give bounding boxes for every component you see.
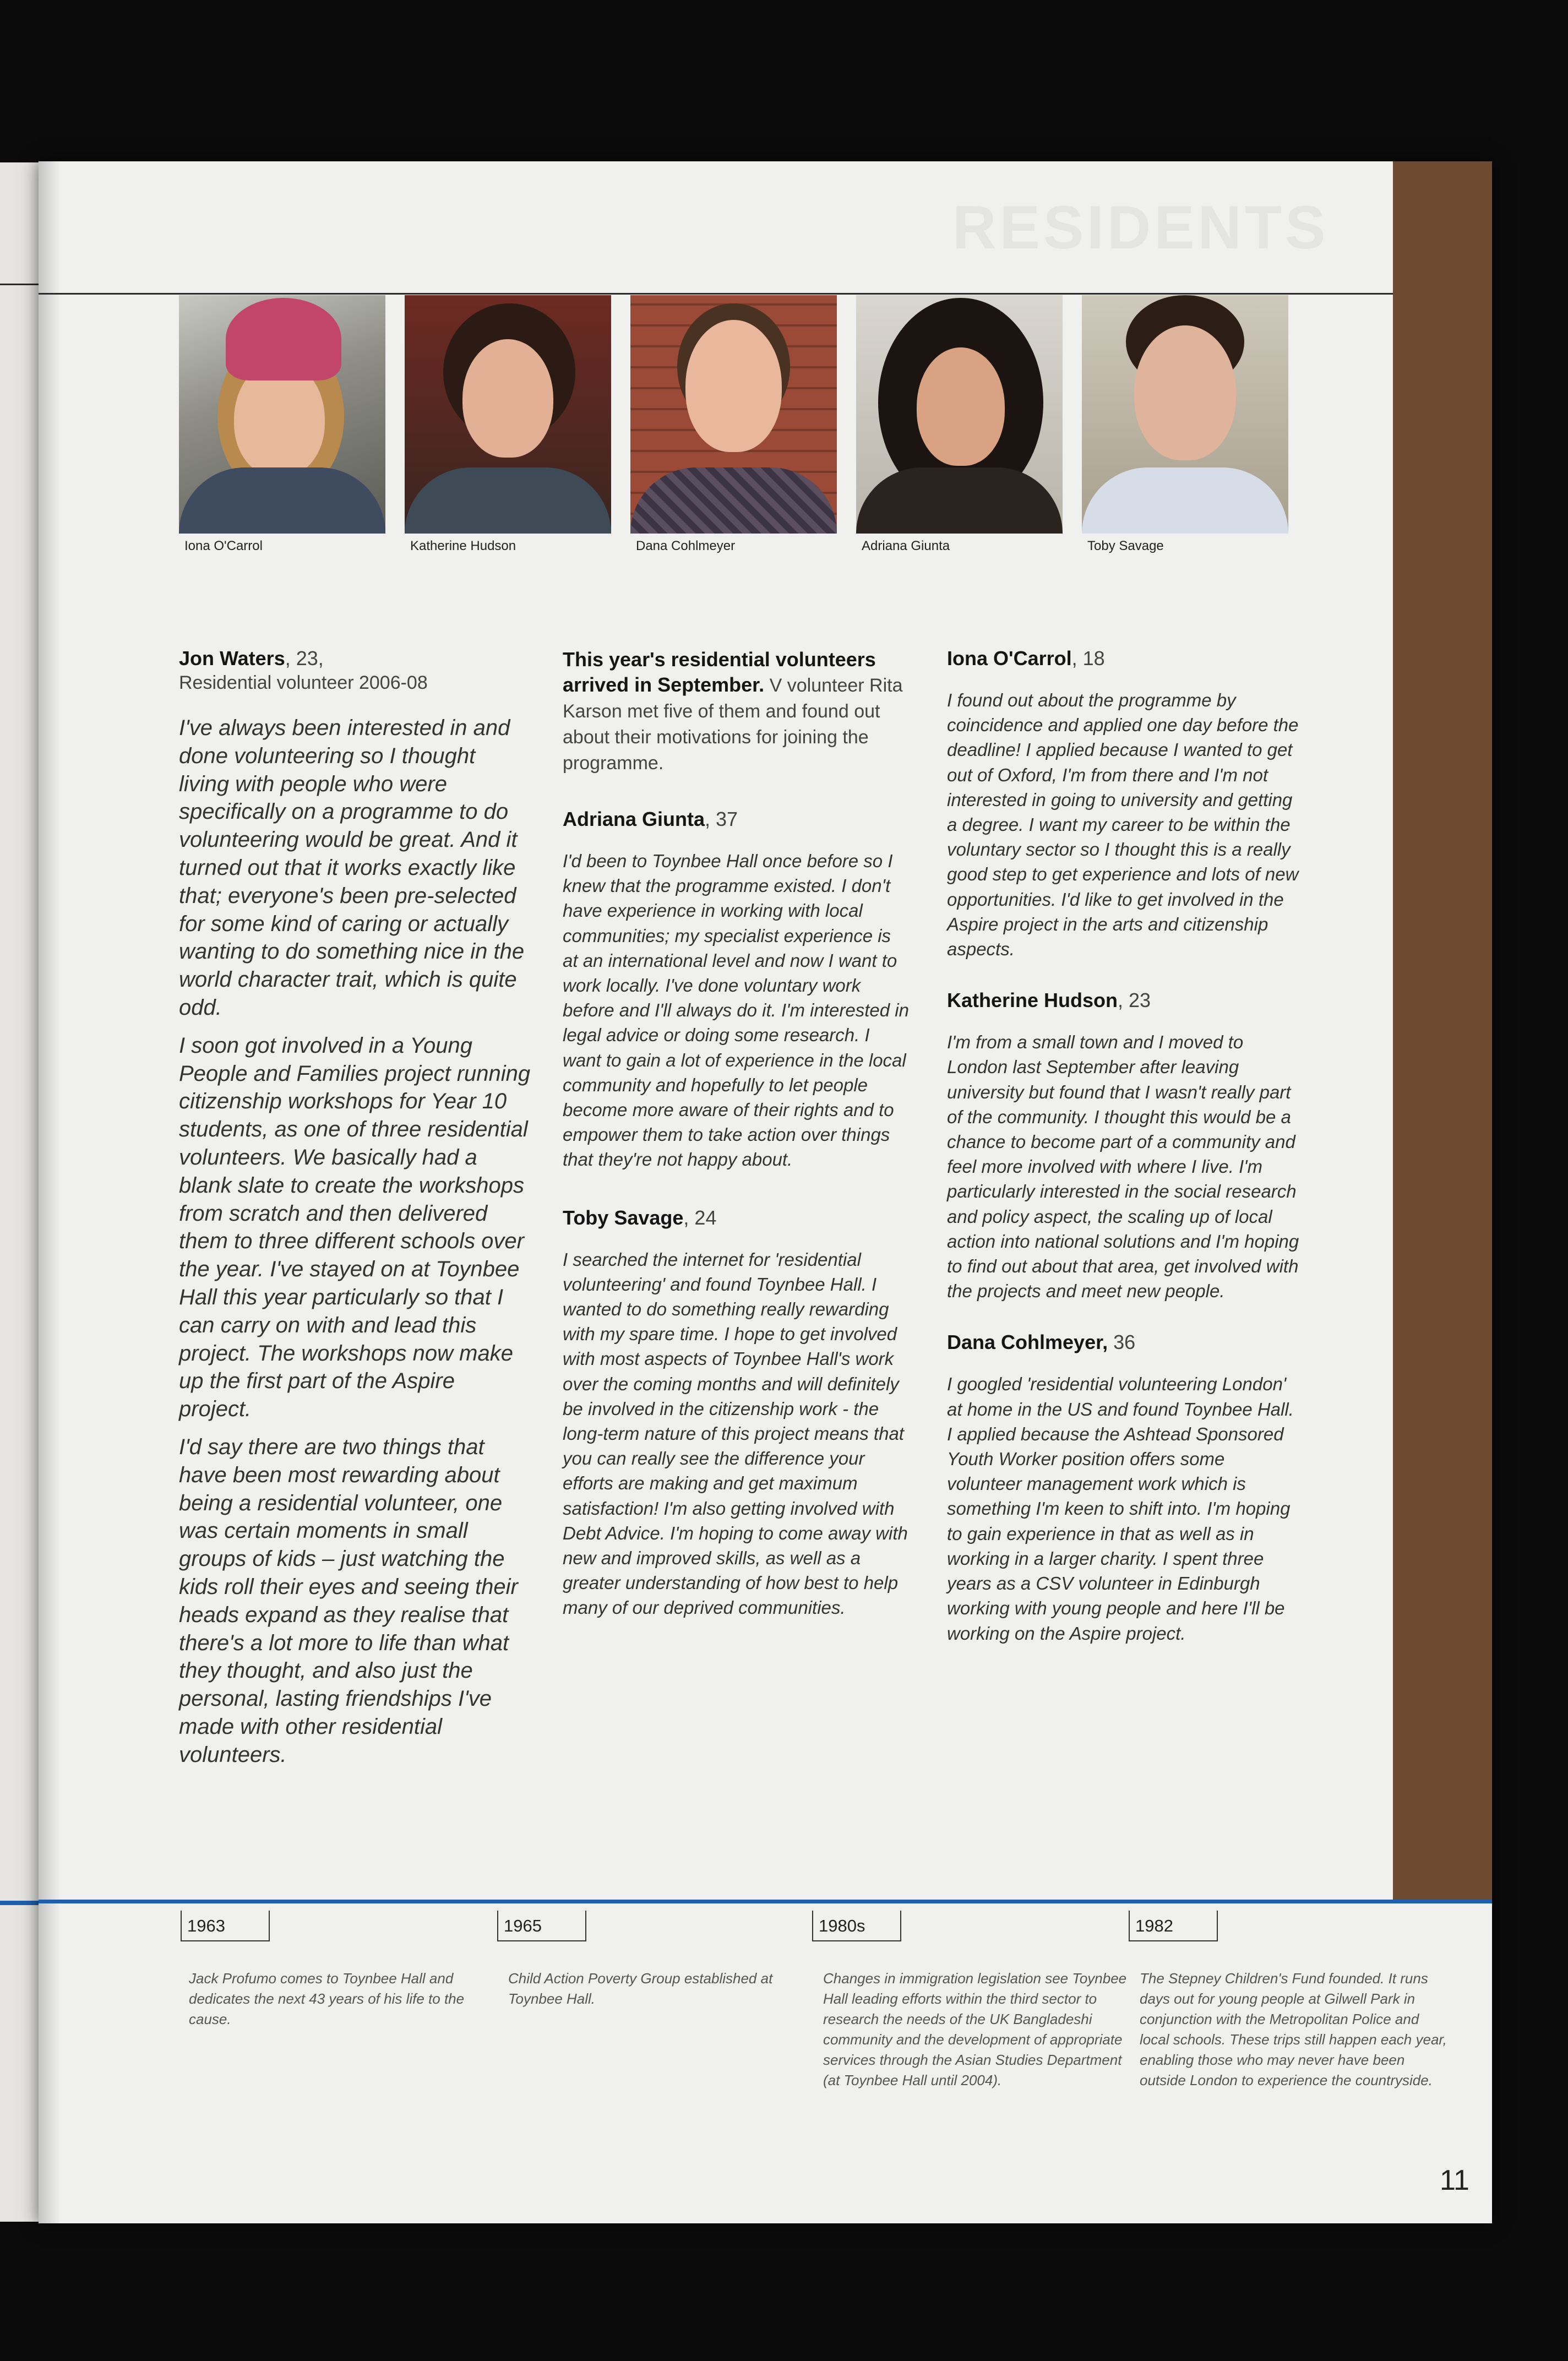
adriana-name: Adriana Giunta [563,808,705,830]
intro-bold: This year's residential volunteers arrived in September. [563,648,876,696]
adriana-age: , 37 [705,808,738,830]
intro-rest: V volunteer Rita Karson met five of them and found out about their motivations for joining the programme. [563,675,903,774]
photo-iona-ocarrol [179,295,385,534]
timeline-year-1965: 1965 [497,1911,586,1941]
column-middle [563,647,910,1620]
adriana-heading [563,808,910,831]
timeline-blue-rule [39,1900,1492,1903]
previous-page-edge [0,162,39,2222]
jon-role: Residential volunteer 2006-08 [179,672,428,693]
page-number: 11 [1440,2164,1469,2196]
jon-age: , 23, [285,647,324,670]
photo-dana-cohlmeyer [630,295,837,534]
timeline-year-1982: 1982 [1129,1911,1218,1941]
timeline-year-1980s: 1980s [812,1911,901,1941]
timeline-text-1965: Child Action Poverty Group established at Toynbee Hall. [508,1970,773,2007]
caption-adriana: Adriana Giunta [862,538,950,553]
adriana-text: I'd been to Toynbee Hall once before so I knew that the programme existed. I don't have experience in working with local communities; my specialist experience is at an international level and now I want to work locally. I've done voluntary work before and I'll always do it. I'm interested in legal advice or doing some research. I want to gain a lot of experience in the local community and hopefully to let people become more aware of their rights and to empower them to take action over things that they're not happy about. [563,851,909,1170]
ghost-header-title: RESIDENTS [952,194,1329,262]
timeline-year-1963: 1963 [181,1911,270,1941]
iona-text: I found out about the programme by coincidence and applied one day before the deadline! I applied because I wanted to get out of Oxford, I'm from there and I'm not interested in going to university and getting a degree. I want my career to be within the voluntary sector so I thought this is a really good step to get experience and lots of new opportunities. I'd like to get involved in the Aspire project in the arts and citizenship aspects. [947,690,1299,960]
timeline-text-1980s: Changes in immigration legislation see Toynbee Hall leading efforts within the third sector to research the needs of the UK Bangladeshi community and the development of appropriate services through the Asian Studies Department (at Toynbee Hall until 2004). [823,1970,1127,2088]
iona-name: Iona O'Carrol [947,647,1072,670]
caption-iona: Iona O'Carrol [184,538,263,553]
previous-page-blue-rule [0,1901,39,1905]
header-rule [39,293,1393,295]
previous-page-rule [0,284,39,285]
iona-heading [947,647,1299,670]
timeline-text-1982: The Stepney Children's Fund founded. It runs days out for young people at Gilwell Park in conjunction with the Metropolitan Police and local schools. These trips still happen each year, enabling those who may never have been outside London to experience the countryside. [1140,1970,1447,2088]
katherine-heading [947,989,1299,1012]
column-jon-waters [179,647,531,1778]
jon-paragraph-2: I soon got involved in a Young People and Families project running citizenship workshops for Year 10 students, as one of three residential volunteers. We basically had a blank slate to create the workshops from scratch and then delivered them to three different schools over the year. I've stayed on at Toynbee Hall this year particularly so that I can carry on with and lead this project. The workshops now make up the first part of the Aspire project. [179,1033,531,1422]
toby-heading [563,1206,910,1230]
toby-age: , 24 [683,1206,717,1229]
section-intro [563,647,910,776]
photo-adriana-giunta [856,295,1063,534]
profile-name [179,647,531,670]
dana-name: Dana Cohlmeyer, [947,1331,1108,1354]
jon-name: Jon Waters [179,647,285,670]
jon-paragraph-3: I'd say there are two things that have been most rewarding about being a residential volunteer, one was certain moments in small groups of kids – just watching the kids roll their eyes and seeing their heads expand as they realise that there's a lot more to life than what they thought, and also just the personal, lasting friendships I've made with other residential volunteers. [179,1434,518,1767]
column-right [947,647,1299,1646]
spine-shadow [39,161,61,2223]
caption-katherine: Katherine Hudson [410,538,516,553]
caption-dana: Dana Cohlmeyer [636,538,736,553]
caption-toby: Toby Savage [1087,538,1164,553]
sidebar-brown-bar [1393,161,1492,1900]
timeline-text-1963: Jack Profumo comes to Toynbee Hall and dedicates the next 43 years of his life to the cause. [189,1970,465,2027]
iona-age: , 18 [1071,647,1105,670]
photo-katherine-hudson [405,295,611,534]
toby-name: Toby Savage [563,1206,684,1229]
jon-paragraph-1: I've always been interested in and done volunteering so I thought living with people who were specifically on a programme to do volunteering would be great. And it turned out that it works exactly like that; everyone's been pre-selected for some kind of caring or actually wanting to do something nice in the world character trait, which is quite odd. [179,716,525,1020]
katherine-text: I'm from a small town and I moved to London last September after leaving university but found that I wasn't really part of the community. I thought this would be a chance to become part of a community and feel more involved with where I live. I'm particularly interested in the social research and policy aspect, the scaling up of local action into national solutions and I'm hoping to find out about that area, get involved with the projects and meet new people. [947,1032,1299,1302]
dana-heading [947,1331,1299,1354]
dana-text: I googled 'residential volunteering London' at home in the US and found Toynbee Hall. I applied because the Ashtead Sponsored Youth Worker position offers some volunteer management work which is something I'm keen to shift into. I'm hoping to gain experience in that as well as in working in a larger charity. I spent three years as a CSV volunteer in Edinburgh working with young people and here I'll be working on the Aspire project. [947,1374,1294,1644]
toby-text: I searched the internet for 'residential volunteering' and found Toynbee Hall. I wanted to do something really rewarding with my spare time. I hope to get involved with most aspects of Toynbee Hall's work over the coming months and will definitely be involved in the citizenship work - the long-term nature of this project means that you can really see the difference your efforts are making and get maximum satisfaction! I'm also getting involved with Debt Advice. I'm hoping to come away with new and improved skills, as well as a greater understanding of how best to help many of our deprived communities. [563,1249,908,1618]
katherine-age: , 23 [1118,989,1151,1012]
dana-age: 36 [1108,1331,1136,1354]
photo-toby-savage [1082,295,1288,534]
katherine-name: Katherine Hudson [947,989,1118,1012]
